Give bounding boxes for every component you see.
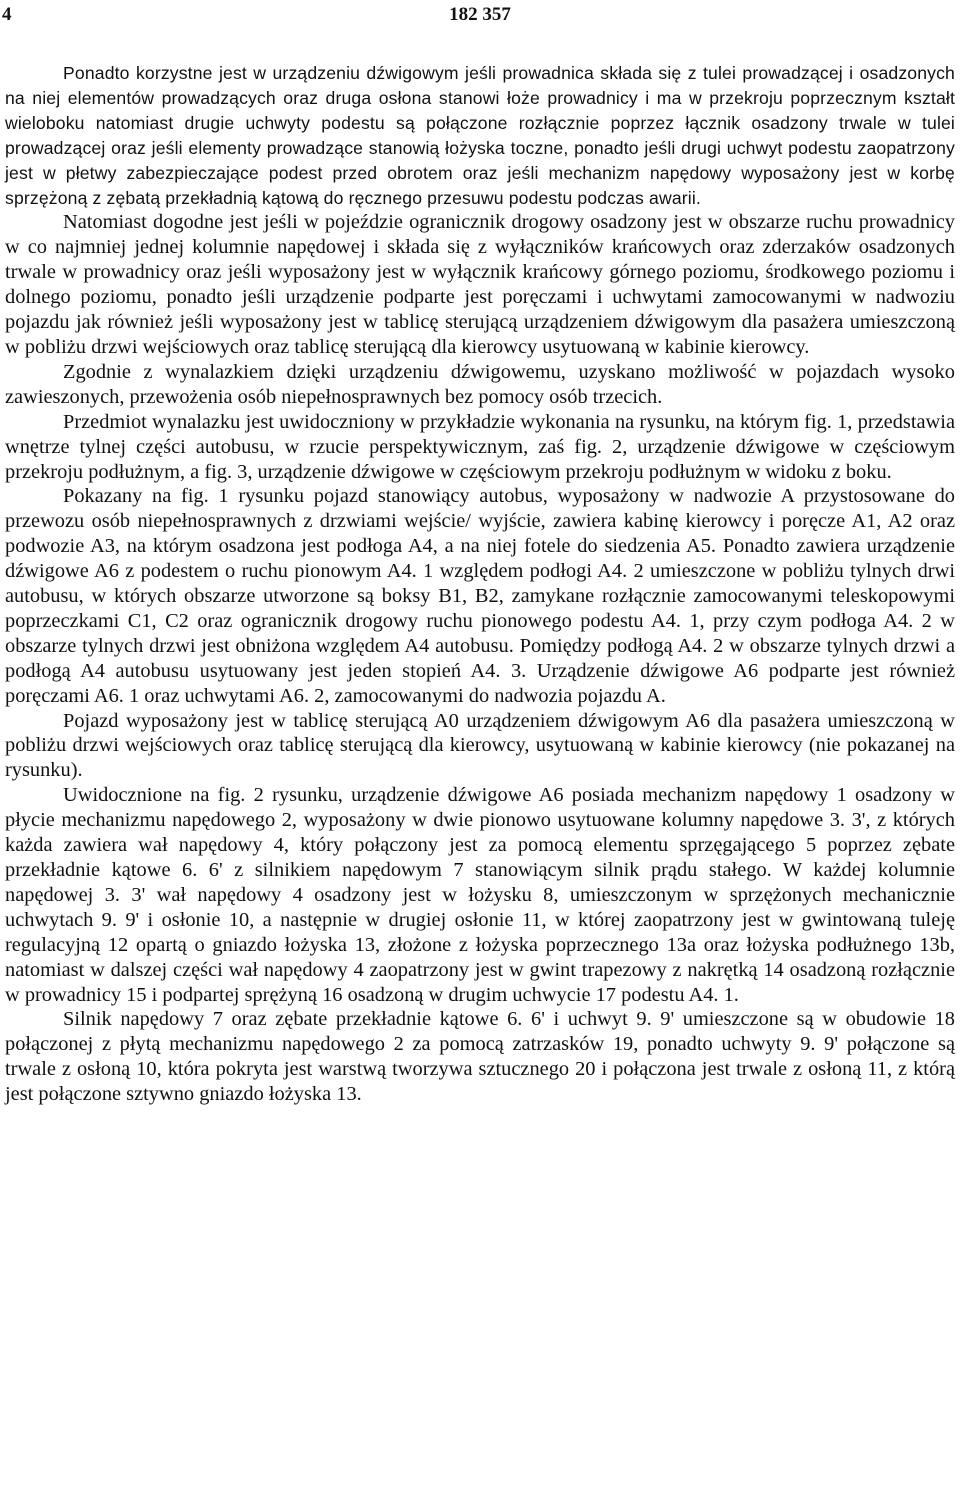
- paragraph: Przedmiot wynalazku jest uwidoczniony w przykładzie wykonania na rysunku, na którym fig. 1, przedstawia wnętrze tylnej części autobusu, w rzucie perspektywicznym, zaś fig. 2, urządzenie dźwigowe w częściowym przekroju podłużnym, a fig. 3, urządzenie dźwigowe w częściowym przekroju podłużnym w widoku z boku.: [5, 410, 955, 483]
- paragraph: Zgodnie z wynalazkiem dzięki urządzeniu dźwigowemu, uzyskano możliwość w pojazdach wysoko zawieszonych, przewożenia osób niepełnosprawnych bez pomocy osób trzecich.: [5, 360, 955, 408]
- paragraph: Ponadto korzystne jest w urządzeniu dźwigowym jeśli prowadnica składa się z tulei prowadzącej i osadzonych na niej elementów prowadzących oraz druga osłona stanowi łoże prowadnicy i ma w przekroju poprzecznym kształt wieloboku natomiast drugie uchwyty podestu są połączone rozłącznie poprzez łącznik osadzony trwale w tulei prowadzącej oraz jeśli elementy prowadzące stanowią łożyska toczne, ponadto jeśli drugi uchwyt podestu zaopatrzony jest w płetwy zabezpieczające podest przed obrotem oraz jeśli mechanizm napędowy wyposażony jest w korbę sprzężoną z zębatą przekładnią kątową do ręcznego przesuwu podestu podczas awarii.: [5, 63, 955, 208]
- page-number: 4: [2, 4, 12, 25]
- paragraph: Pokazany na fig. 1 rysunku pojazd stanowiący autobus, wyposażony w nadwozie A przystosowane do przewozu osób niepełnosprawnych z drzwiami wejście/ wyjście, zawiera kabinę kierowcy i poręcze A1, A2 oraz podwozie A3, na którym osadzona jest podłoga A4, a na niej fotele do siedzenia A5. Ponadto zawiera urządzenie dźwigowe A6 z podestem o ruchu pionowym A4. 1 względem podłogi A4. 2 umieszczone w pobliżu tylnych drwi autobusu, w których obszarze utworzone są boksy B1, B2, zamykane rozłącznie zamocowanymi teleskopowymi poprzeczkami C1, C2 oraz ogranicznik drogowy ruchu pionowego podestu A4. 1, przy czym podłoga A4. 2 w obszarze tylnych drzwi jest obniżona względem A4 autobusu. Pomiędzy podłogą A4. 2 w obszarze tylnych drzwi a podłogą A4 autobusu usytuowany jest jeden stopień A4. 3. Urządzenie dźwigowe A6 podparte jest również poręczami A6. 1 oraz uchwytami A6. 2, zamocowanymi do nadwozia pojazdu A.: [5, 485, 955, 707]
- patent-number: 182 357: [449, 4, 511, 25]
- paragraph: Natomiast dogodne jest jeśli w pojeździe ogranicznik drogowy osadzony jest w obszarze ruchu prowadnicy w co najmniej jednej kolumnie napędowej i składa się z wyłączników krańcowych oraz zderzaków osadzonych trwale w prowadnicy oraz jeśli wyposażony jest w wyłącznik krańcowy górnego poziomu, środkowego poziomu i dolnego poziomu, ponadto jeśli urządzenie podparte jest poręczami i uchwytami zamocowanymi w nadwoziu pojazdu jak również jeśli wyposażony jest w tablicę sterującą urządzeniem dźwigowym dla pasażera umieszczoną w pobliżu drzwi wejściowych oraz tablicę sterującą dla kierowcy usytuowaną w kabinie kierowcy.: [5, 211, 955, 358]
- paragraph: Pojazd wyposażony jest w tablicę sterującą A0 urządzeniem dźwigowym A6 dla pasażera umieszczoną w pobliżu drzwi wejściowych oraz tablicę sterującą dla kierowcy, usytuowaną w kabinie kierowcy (nie pokazanej na rysunku).: [5, 709, 955, 782]
- body-text: [5, 61, 955, 1107]
- paragraph: Silnik napędowy 7 oraz zębate przekładnie kątowe 6. 6' i uchwyt 9. 9' umieszczone są w obudowie 18 połączonej z płytą mechanizmu napędowego 2 za pomocą zatrzasków 19, ponadto uchwyty 9. 9' połączone są trwale z osłoną 10, która pokryta jest warstwą tworzywa sztucznego 20 i połączona jest trwale z osłoną 11, z którą jest połączone sztywno gniazdo łożyska 13.: [5, 1008, 955, 1106]
- paragraph: Uwidocznione na fig. 2 rysunku, urządzenie dźwigowe A6 posiada mechanizm napędowy 1 osadzony w płycie mechanizmu napędowego 2, wyposażony w dwie pionowo usytuowane kolumny napędowe 3. 3', z których każda zawiera wał napędowy 4, który połączony jest za pomocą elementu sprzęgającego 5 poprzez zębate przekładnie kątowe 6. 6' z silnikiem napędowym 7 stanowiącym silnik prądu stałego. W każdej kolumnie napędowej 3. 3' wał napędowy 4 osadzony jest w łożysku 8, umieszczonym w sprzężonych mechanicznie uchwytach 9. 9' i osłonie 10, a następnie w drugiej osłonie 11, w której zaopatrzony jest w gwintowaną tuleję regulacyjną 12 opartą o gniazdo łożyska 13, złożone z łożyska poprzecznego 13a oraz łożyska podłużnego 13b, natomiast w dalszej części wał napędowy 4 zaopatrzony jest w gwint trapezowy z nakrętką 14 osadzoną rozłącznie w prowadnicy 15 i podpartej sprężyną 16 osadzoną w drugim uchwycie 17 podestu A4. 1.: [5, 784, 955, 1006]
